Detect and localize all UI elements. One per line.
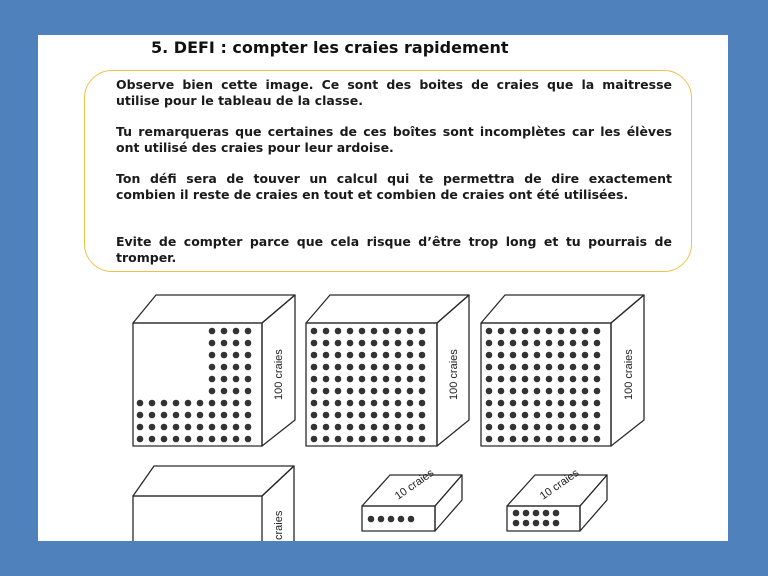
chalk-dot (582, 412, 589, 419)
chalk-dot (594, 376, 601, 383)
chalk-dot (323, 412, 330, 419)
chalk-dot (209, 376, 216, 383)
chalk-dot (359, 412, 366, 419)
chalk-dot (395, 376, 402, 383)
chalk-dot (419, 424, 426, 431)
chalk-dot (533, 510, 540, 517)
chalk-dot (245, 328, 252, 335)
chalk-dot (221, 388, 228, 395)
chalk-dot (582, 388, 589, 395)
chalk-dot (522, 412, 529, 419)
chalk-dot (149, 412, 156, 419)
chalk-dot (407, 352, 414, 359)
chalk-dot (209, 400, 216, 407)
chalk-dot (185, 424, 192, 431)
chalk-dot (570, 340, 577, 347)
chalk-dot (161, 424, 168, 431)
chalk-dot (371, 424, 378, 431)
chalk-dot (510, 388, 517, 395)
chalk-dot (582, 376, 589, 383)
chalk-dot (311, 376, 318, 383)
chalk-dot (570, 376, 577, 383)
chalk-dot (233, 352, 240, 359)
chalk-dot (173, 436, 180, 443)
chalk-dot (522, 364, 529, 371)
chalk-dot (582, 340, 589, 347)
chalk-dot (570, 424, 577, 431)
chalk-dot (383, 400, 390, 407)
chalk-dot (523, 520, 530, 527)
chalk-dot (498, 328, 505, 335)
chalk-dot (221, 364, 228, 371)
chalk-dot (388, 516, 395, 523)
chalk-dot (558, 436, 565, 443)
paragraph-remarque: Tu remarqueras que certaines de ces boîtes sont incomplètes car les élèves ont utilisé des craies pour leur ardoise. (116, 124, 672, 155)
chalk-dot (221, 328, 228, 335)
chalk-dot (407, 340, 414, 347)
chalk-dot (245, 364, 252, 371)
chalk-dot (546, 340, 553, 347)
chalk-dot (245, 388, 252, 395)
box-empty (133, 466, 294, 541)
chalk-dot (486, 352, 493, 359)
chalk-dot (546, 424, 553, 431)
chalk-dot (534, 412, 541, 419)
chalk-dot (221, 352, 228, 359)
chalk-dot (407, 388, 414, 395)
chalk-dot (486, 328, 493, 335)
chalk-dot (245, 436, 252, 443)
chalk-dot (407, 400, 414, 407)
chalk-dot (498, 376, 505, 383)
chalk-dot (137, 424, 144, 431)
chalk-dot (311, 364, 318, 371)
chalk-dot (383, 436, 390, 443)
chalk-dot (335, 328, 342, 335)
chalk-dot (233, 388, 240, 395)
chalk-dot (522, 328, 529, 335)
chalk-dot (407, 412, 414, 419)
chalk-dot (245, 352, 252, 359)
chalk-dot (558, 388, 565, 395)
chalk-dot (311, 388, 318, 395)
chalk-dot (534, 400, 541, 407)
chalk-dot (570, 352, 577, 359)
chalk-dot (161, 412, 168, 419)
chalk-dot (161, 436, 168, 443)
chalk-dot (534, 328, 541, 335)
chalk-dot (570, 400, 577, 407)
chalk-dot (335, 436, 342, 443)
box4-label: craies (273, 510, 285, 540)
chalk-dot (323, 436, 330, 443)
chalk-dot (534, 436, 541, 443)
chalk-dot (173, 412, 180, 419)
chalk-dot (245, 424, 252, 431)
chalk-dot (383, 424, 390, 431)
chalk-dot (233, 436, 240, 443)
chalk-dot (570, 328, 577, 335)
chalk-dot (594, 424, 601, 431)
chalk-dot (209, 352, 216, 359)
chalk-dot (347, 364, 354, 371)
chalk-dot (522, 424, 529, 431)
chalk-dot (359, 364, 366, 371)
chalk-dot (513, 520, 520, 527)
paragraph-observe: Observe bien cette image. Ce sont des boites de craies que la maitresse utilise pour le tableau de la classe. (116, 77, 672, 108)
chalk-dot (395, 400, 402, 407)
chalk-dot (510, 328, 517, 335)
chalk-dot (347, 424, 354, 431)
chalk-dot (395, 328, 402, 335)
box-100-incomplete (133, 295, 295, 446)
chalk-dot (359, 424, 366, 431)
chalk-dot (233, 364, 240, 371)
chalk-dot (395, 388, 402, 395)
chalk-dot (347, 352, 354, 359)
chalk-dot (534, 340, 541, 347)
chalk-dot (359, 328, 366, 335)
chalk-dot (311, 340, 318, 347)
chalk-dot (383, 388, 390, 395)
chalk-dot (558, 364, 565, 371)
chalk-dot (395, 412, 402, 419)
chalk-dot (594, 352, 601, 359)
chalk-dot (371, 364, 378, 371)
chalk-dot (359, 352, 366, 359)
chalk-dot (335, 424, 342, 431)
chalk-dot (323, 388, 330, 395)
chalk-dot (534, 388, 541, 395)
chalk-dot (582, 424, 589, 431)
chalk-dot (558, 340, 565, 347)
chalk-dot (383, 328, 390, 335)
chalk-dot (221, 400, 228, 407)
chalk-dot (368, 516, 375, 523)
chalk-dot (558, 400, 565, 407)
chalk-dot (522, 400, 529, 407)
chalk-dot (510, 376, 517, 383)
chalk-dot (407, 364, 414, 371)
worksheet-page (38, 35, 728, 541)
chalk-dot (510, 436, 517, 443)
box-100-full-b (481, 295, 644, 446)
chalk-dot (311, 352, 318, 359)
chalk-dot (233, 424, 240, 431)
chalk-dot (522, 388, 529, 395)
chalk-dot (558, 376, 565, 383)
chalk-dot (582, 352, 589, 359)
chalk-dot (335, 412, 342, 419)
chalk-dot (371, 340, 378, 347)
chalk-dot (233, 376, 240, 383)
chalk-dot (347, 340, 354, 347)
chalk-dot (335, 400, 342, 407)
chalk-dot (335, 352, 342, 359)
chalk-dot (371, 388, 378, 395)
chalk-dot (523, 510, 530, 517)
chalk-dot (137, 436, 144, 443)
chalk-dot (486, 388, 493, 395)
chalk-dot (221, 340, 228, 347)
chalk-dot (594, 364, 601, 371)
chalk-dot (419, 340, 426, 347)
chalk-boxes-illustration (38, 35, 728, 541)
chalk-dot (534, 376, 541, 383)
chalk-dot (407, 376, 414, 383)
chalk-dot (498, 436, 505, 443)
chalk-dot (546, 352, 553, 359)
chalk-dot (185, 436, 192, 443)
chalk-dot (534, 352, 541, 359)
chalk-dot (209, 328, 216, 335)
chalk-dot (137, 400, 144, 407)
chalk-dot (347, 328, 354, 335)
chalk-dot (395, 352, 402, 359)
chalk-dot (534, 424, 541, 431)
chalk-dot (486, 400, 493, 407)
chalk-dot (233, 400, 240, 407)
chalk-dot (323, 400, 330, 407)
chalk-dot (546, 400, 553, 407)
chalk-dot (543, 520, 550, 527)
chalk-dot (398, 516, 405, 523)
chalk-dot (197, 424, 204, 431)
chalk-dot (553, 520, 560, 527)
chalk-dot (197, 400, 204, 407)
chalk-dot (371, 436, 378, 443)
chalk-dot (311, 400, 318, 407)
chalk-dot (173, 400, 180, 407)
chalk-dot (359, 376, 366, 383)
chalk-dot (510, 364, 517, 371)
chalk-dot (245, 412, 252, 419)
chalk-dot (486, 364, 493, 371)
chalk-dot (582, 436, 589, 443)
chalk-dot (371, 352, 378, 359)
chalk-dot (510, 424, 517, 431)
chalk-dot (383, 364, 390, 371)
chalk-dot (311, 424, 318, 431)
page-title: 5. DEFI : compter les craies rapidement (151, 38, 509, 57)
chalk-dot (371, 412, 378, 419)
chalk-dot (311, 328, 318, 335)
chalk-dot (245, 400, 252, 407)
chalk-dot (419, 400, 426, 407)
chalk-dot (335, 364, 342, 371)
chalk-dot (347, 412, 354, 419)
paragraph-evite: Evite de compter parce que cela risque d’être trop long et tu pourrais de tromper. (116, 234, 672, 265)
chalk-dot (522, 436, 529, 443)
chalk-dot (543, 510, 550, 517)
chalk-dot (570, 436, 577, 443)
chalk-dot (311, 436, 318, 443)
chalk-dot (486, 412, 493, 419)
chalk-dot (347, 436, 354, 443)
chalk-dot (149, 436, 156, 443)
chalk-dot (558, 424, 565, 431)
chalk-dot (594, 436, 601, 443)
chalk-dot (335, 388, 342, 395)
chalk-dot (582, 364, 589, 371)
chalk-dot (498, 400, 505, 407)
chalk-dot (335, 340, 342, 347)
chalk-dot (323, 376, 330, 383)
chalk-dot (419, 412, 426, 419)
chalk-dot (558, 412, 565, 419)
chalk-dot (498, 424, 505, 431)
chalk-dot (419, 328, 426, 335)
chalk-dot (233, 412, 240, 419)
chalk-dot (359, 400, 366, 407)
chalk-dot (245, 340, 252, 347)
chalk-dot (383, 340, 390, 347)
chalk-dot (419, 352, 426, 359)
chalk-dot (522, 352, 529, 359)
chalk-dot (323, 424, 330, 431)
box1-label: 100 craies (273, 349, 285, 400)
paragraph-defi: Ton défi sera de touver un calcul qui te permettra de dire exactement combien il reste de craies en tout et combien de craies ont été utilisées. (116, 171, 672, 202)
chalk-dot (419, 364, 426, 371)
chalk-dot (347, 400, 354, 407)
chalk-dot (311, 412, 318, 419)
chalk-dot (522, 376, 529, 383)
chalk-dot (498, 352, 505, 359)
chalk-dot (347, 376, 354, 383)
chalk-dot (419, 376, 426, 383)
chalk-dot (546, 376, 553, 383)
chalk-dot (546, 388, 553, 395)
chalk-dot (407, 424, 414, 431)
chalk-dot (419, 436, 426, 443)
chalk-dot (209, 364, 216, 371)
chalk-dot (498, 340, 505, 347)
chalk-dot (486, 340, 493, 347)
chalk-dot (323, 364, 330, 371)
chalk-dot (359, 436, 366, 443)
chalk-dot (558, 352, 565, 359)
chalk-dot (498, 388, 505, 395)
chalk-dot (395, 424, 402, 431)
chalk-dot (395, 364, 402, 371)
box2-label: 100 craies (448, 349, 460, 400)
chalk-dot (546, 364, 553, 371)
chalk-dot (209, 424, 216, 431)
chalk-dot (546, 328, 553, 335)
chalk-dot (510, 400, 517, 407)
chalk-dot (383, 412, 390, 419)
chalk-dot (594, 340, 601, 347)
chalk-dot (245, 376, 252, 383)
chalk-dot (395, 436, 402, 443)
chalk-dot (209, 340, 216, 347)
chalk-dot (383, 376, 390, 383)
chalk-dot (149, 424, 156, 431)
chalk-dot (359, 340, 366, 347)
chalk-dot (570, 364, 577, 371)
chalk-dot (323, 328, 330, 335)
chalk-dot (594, 388, 601, 395)
chalk-dot (173, 424, 180, 431)
chalk-dot (209, 388, 216, 395)
chalk-dot (498, 364, 505, 371)
chalk-dot (594, 328, 601, 335)
box6-label: 10 craies (537, 467, 582, 503)
chalk-dot (209, 412, 216, 419)
chalk-dot (533, 520, 540, 527)
chalk-dot (149, 400, 156, 407)
chalk-dot (161, 400, 168, 407)
chalk-dot (383, 352, 390, 359)
chalk-dot (371, 376, 378, 383)
chalk-dot (359, 388, 366, 395)
chalk-dot (534, 364, 541, 371)
chalk-dot (233, 340, 240, 347)
chalk-dot (197, 436, 204, 443)
chalk-dot (486, 424, 493, 431)
chalk-dot (137, 412, 144, 419)
chalk-dot (185, 400, 192, 407)
chalk-dot (408, 516, 415, 523)
chalk-dot (197, 412, 204, 419)
chalk-dot (323, 340, 330, 347)
chalk-dot (546, 412, 553, 419)
chalk-dot (594, 412, 601, 419)
chalk-dot (221, 424, 228, 431)
chalk-dot (395, 340, 402, 347)
chalk-dot (221, 412, 228, 419)
chalk-dot (221, 376, 228, 383)
chalk-dot (407, 328, 414, 335)
chalk-dot (546, 436, 553, 443)
chalk-dot (582, 328, 589, 335)
chalk-dot (486, 376, 493, 383)
chalk-dot (510, 352, 517, 359)
chalk-dot (510, 340, 517, 347)
chalk-dot (323, 352, 330, 359)
chalk-dot (221, 436, 228, 443)
chalk-dot (522, 340, 529, 347)
chalk-dot (209, 436, 216, 443)
chalk-dot (558, 328, 565, 335)
chalk-dot (371, 400, 378, 407)
chalk-dot (335, 376, 342, 383)
chalk-dot (553, 510, 560, 517)
chalk-dot (510, 412, 517, 419)
box5-label: 10 craies (392, 467, 437, 503)
chalk-dot (407, 436, 414, 443)
chalk-dot (570, 388, 577, 395)
chalk-dot (486, 436, 493, 443)
chalk-dot (371, 328, 378, 335)
chalk-dot (378, 516, 385, 523)
chalk-dot (419, 388, 426, 395)
chalk-dot (594, 400, 601, 407)
chalk-dot (582, 400, 589, 407)
chalk-dot (347, 388, 354, 395)
chalk-dot (513, 510, 520, 517)
box-100-full-a (306, 295, 469, 446)
chalk-dot (570, 412, 577, 419)
chalk-dot (233, 328, 240, 335)
chalk-dot (498, 412, 505, 419)
box3-label: 100 craies (623, 349, 635, 400)
chalk-dot (185, 412, 192, 419)
